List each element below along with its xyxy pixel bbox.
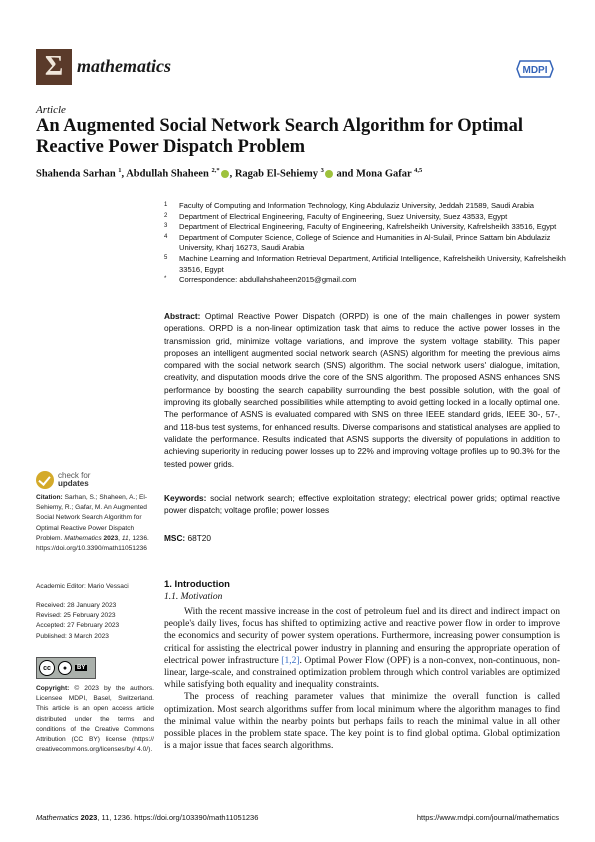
date-accepted: Accepted: 27 February 2023 [36,622,120,630]
paragraph: The process of reaching parameter values that minimize the overall function is called optimization. Most search algorithms suffer from local minimum where the algorithm manages to find the minimal value within the nearby points but perhaps fails to reach the minimal value in all other possible places in the problem state space. The key point is to find global optima. Global optimization is a major issue that faces search algorithms. [164,692,560,752]
affiliation-item [164,233,574,254]
footer-citation [36,813,258,822]
orcid-icon[interactable] [221,170,229,178]
keywords-label: Keywords: [164,493,207,503]
affiliation-number: 4 [164,233,168,240]
cc-by-label: BY [77,665,86,671]
date-published: Published: 3 March 2023 [36,632,109,640]
citation-text: Sarhan, S.; Shaheen, A.; El-Sehiemy, R.; Gafar, M. An Augmented Social Network Search Algorithm for Optimal Reactive Power Dispatch Problem. [36,494,148,542]
publisher-name: MDPI [522,65,548,76]
abstract-text: Optimal Reactive Power Dispatch (ORPD) is one of the main challenges in power system operations. ORPD is a non-linear optimization task that aims to reduce the active power losses in the transmission grid, minimize voltage variations, and improve the system voltage stability. This paper proposes an intelligent augmented social network search (ASNS) algorithm for meeting the previous aims compared with the social network search (SNS) algorithm. The social network users' dialogue, imitation, creativity, and disputation moods drive the core of the SNS algorithm. The proposed ASNS enhances SNS performance by boosting the search capability surrounding the best possible solution, with the goal of improving its globally searched possibilities while attempting to avoid getting locked in a locally optimal one. The performance of ASNS is evaluated compared with SNS on three IEEE standard grids, IEEE 30-, 57-, and 118-bus test systems, for enhanced results. Diverse comparisons and statistical analyses are applied to validate the performance. Results indicated that ASNS supports the diversity of populations in addition to achieving superiority in reducing power losses up to 22% and improving voltage profiles up to 90.3% for the tested power grids. [164,311,561,469]
affiliation-text: Department of Electrical Engineering, Faculty of Engineering, Suez University, Suez 43533, Egypt [179,211,508,221]
academic-editor: Academic Editor: Mario Vessaci [36,583,129,590]
affiliation-item [164,212,574,223]
msc-label: MSC: [164,533,186,543]
affiliations [164,201,574,286]
paragraph-text: . Optimal Power Flow (OPF) is a non-convex, non-continuous, non-linear, large-scale, and constrained optimization problem through which control variables are optimized while satisfying both equality and inequality constraints. [164,655,560,691]
affiliation-text: Machine Learning and Information Retrieval Department, Artificial Intelligence, Kafrelsheikh University, Kafrelsheikh 33516, Egypt [179,253,566,274]
affiliation-number: 1 [164,202,168,208]
msc [164,533,211,543]
footer-doi: , 11, 1236. https://doi.org/103390/math11051236 [97,813,259,822]
check-for-updates-button[interactable] [36,470,126,490]
citation-doi[interactable]: , 1236. https://doi.org/10.3390/math11051236 [36,534,149,553]
author-separator: , [229,168,235,180]
affiliation-item [164,201,574,212]
abstract-label: Abstract: [164,311,201,321]
author-sup: 1 [118,167,122,174]
affiliation-number: * [164,276,167,283]
paragraph [164,606,560,691]
author-list [36,167,576,180]
author-sup: 2,* [211,167,220,174]
footer-year: 2023 [80,813,98,822]
citation-journal: Mathematics [64,534,102,542]
citation-label: Citation: [36,494,63,501]
subsection-heading: 1.1. Motivation [164,592,223,602]
body-text [164,606,560,752]
reference-link[interactable]: [1,2] [281,655,300,666]
sigma-icon: Σ [44,51,64,82]
affiliation-item [164,222,574,233]
copyright-label: Copyright: [36,685,70,692]
cc-icon: cc [39,660,55,676]
keywords-text: social network search; effective exploitation strategy; electrical power grids; optimal reactive power dispatch; voltage profile; power losses [164,493,560,516]
keywords [164,492,560,517]
dates [36,601,154,642]
journal-logo [36,49,72,85]
footer-url[interactable]: https://www.mdpi.com/journal/mathematics [416,813,559,822]
correspondence-email: Correspondence: abdullahshaheen2015@gmail.com [179,275,357,285]
affiliation-text: Faculty of Computing and Information Technology, King Abdulaziz University, Jeddah 21589, Saudi Arabia [179,201,535,210]
journal-name: mathematics [77,56,171,76]
copyright-text: © 2023 by the authors. Licensee MDPI, Basel, Switzerland. This article is an open access article distributed under the terms and conditions of the Creative Commons Attribution (CC BY) license (https:// creativecommons.org/licenses/by/ 4.0/). [36,685,155,754]
author-sup: 3 [320,167,324,174]
paragraph-text: With the recent massive increase in the cost of petroleum fuel and its direct and indirect impact on people's daily lives, focus has shifted to optimizing active and reactive power flow in order to improve the economics and security of power system operations. Furthermore, increasing power consumption is critical for assisting the electrical power industry in planning and ensuring the appropriate operation of electrical power infrastructure [164,607,560,666]
abstract [164,310,560,470]
author-name: Mona Gafar [356,168,412,180]
paper-title: An Augmented Social Network Search Algorithm for Optimal Reactive Power Dispatch Problem [36,116,523,157]
orcid-icon[interactable] [325,170,333,178]
attribution-person-icon: ● [58,661,72,675]
checkmark-icon [36,471,54,489]
author-separator: and [333,168,357,180]
author-sup: 4,5 [414,167,423,174]
msc-code: 68T20 [187,533,212,543]
citation-year: 2023 [103,534,119,542]
affiliation-number: 5 [164,254,168,261]
affiliation-number: 2 [164,212,168,219]
author-name: Shahenda Sarhan [36,168,116,180]
date-revised: Revised: 25 February 2023 [36,612,116,620]
check-updates-line2: updates [58,479,89,488]
footer-journal: Mathematics [36,813,79,822]
author-name: Abdullah Shaheen [126,168,209,180]
author-name: Ragab El-Sehiemy [234,168,318,180]
section-heading: 1. Introduction [164,579,230,590]
affiliation-text: Department of Electrical Engineering, Faculty of Engineering, Kafrelsheikh University, Kafrelsheikh 33516, Egypt [179,222,557,232]
author-separator: , [121,168,127,180]
correspondence[interactable] [164,275,574,286]
affiliation-text: Department of Computer Science, College of Science and Humanities in Al-Sulail, Prince Sattam bin Abdulaziz University, Kharj 16273, Saudi Arabia [179,232,551,253]
citation-volume: 11 [121,534,129,542]
check-updates-line1: check for [58,470,91,480]
cc-license-badge[interactable] [36,657,96,679]
affiliation-item [164,254,574,275]
citation: Citation: Sarhan, S.; Shaheen, A.; El-Sehiemy, R.; Gafar, M. An Augmented Social Network Search Algorithm for Optimal Reactive Power Dispatch Problem. Mathematics 2023, 11, 1236. https://doi.org/10.3390/math11051236 [36,494,149,553]
copyright [36,684,154,755]
date-received: Received: 28 January 2023 [36,602,117,609]
article-type: Article [36,104,66,116]
mdpi-logo-icon [516,58,554,80]
affiliation-number: 3 [164,223,168,230]
